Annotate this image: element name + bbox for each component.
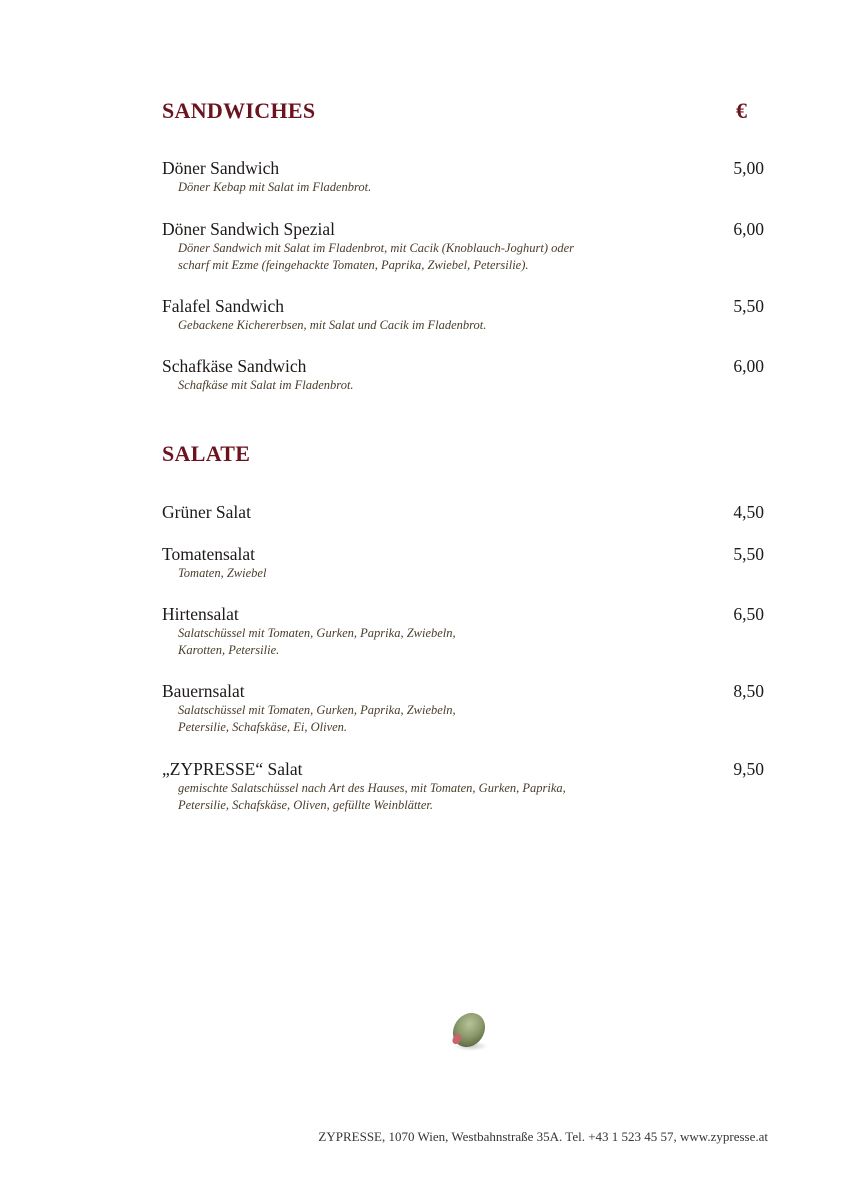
item-name: Hirtensalat: [162, 604, 239, 624]
item-price: 5,00: [733, 158, 764, 178]
menu-item: [162, 157, 764, 196]
item-price: 8,50: [733, 681, 764, 701]
item-description-line2: Karotten, Petersilie.: [178, 643, 280, 657]
item-description: Gebackene Kichererbsen, mit Salat und Cacik im Fladenbrot.: [178, 318, 487, 332]
item-description: gemischte Salatschüssel nach Art des Hauses, mit Tomaten, Gurken, Paprika,: [178, 781, 566, 795]
item-description-line2: Petersilie, Schafskäse, Ei, Oliven.: [178, 720, 348, 734]
currency-header: €: [736, 98, 747, 123]
item-description: Döner Sandwich mit Salat im Fladenbrot, mit Cacik (Knoblauch-Joghurt) oder: [178, 241, 575, 255]
menu-item: [162, 501, 764, 523]
item-price: 4,50: [733, 502, 764, 522]
item-name: Döner Sandwich Spezial: [162, 219, 336, 239]
item-name: Bauernsalat: [162, 681, 245, 701]
item-description: Döner Kebap mit Salat im Fladenbrot.: [178, 180, 372, 194]
item-description: Schafkäse mit Salat im Fladenbrot.: [178, 378, 354, 392]
item-name: Schafkäse Sandwich: [162, 356, 307, 376]
item-description-line2: Petersilie, Schafskäse, Oliven, gefüllte Weinblätter.: [178, 798, 434, 812]
menu-item: [162, 680, 764, 736]
item-description: Tomaten, Zwiebel: [178, 566, 267, 580]
menu-item: [162, 218, 764, 274]
item-description: Salatschüssel mit Tomaten, Gurken, Paprika, Zwiebeln,: [178, 703, 456, 717]
item-name: Falafel Sandwich: [162, 296, 284, 316]
olive-icon: [446, 1010, 492, 1054]
item-name: Döner Sandwich: [162, 158, 280, 178]
item-price: 9,50: [733, 759, 764, 779]
item-name: Tomatensalat: [162, 544, 256, 564]
item-description-line2: scharf mit Ezme (feingehackte Tomaten, Paprika, Zwiebel, Petersilie).: [178, 258, 529, 272]
item-price: 6,00: [733, 219, 764, 239]
item-name: „ZYPRESSE“ Salat: [162, 759, 303, 779]
item-price: 6,00: [733, 356, 764, 376]
item-description: Salatschüssel mit Tomaten, Gurken, Paprika, Zwiebeln,: [178, 626, 456, 640]
menu-item: [162, 603, 764, 659]
item-name: Grüner Salat: [162, 502, 251, 522]
item-price: 5,50: [733, 544, 764, 564]
menu-item: [162, 543, 764, 582]
menu-item: [162, 355, 764, 394]
item-price: 5,50: [733, 296, 764, 316]
section-title-sandwiches: SANDWICHES: [162, 98, 316, 123]
footer-address: ZYPRESSE, 1070 Wien, Westbahnstraße 35A. Tel. +43 1 523 45 57, www.zypresse.at: [318, 1129, 768, 1144]
section-title-salate: SALATE: [162, 441, 251, 466]
item-price: 6,50: [733, 604, 764, 624]
menu-item: [162, 295, 764, 334]
menu-item: [162, 758, 764, 814]
